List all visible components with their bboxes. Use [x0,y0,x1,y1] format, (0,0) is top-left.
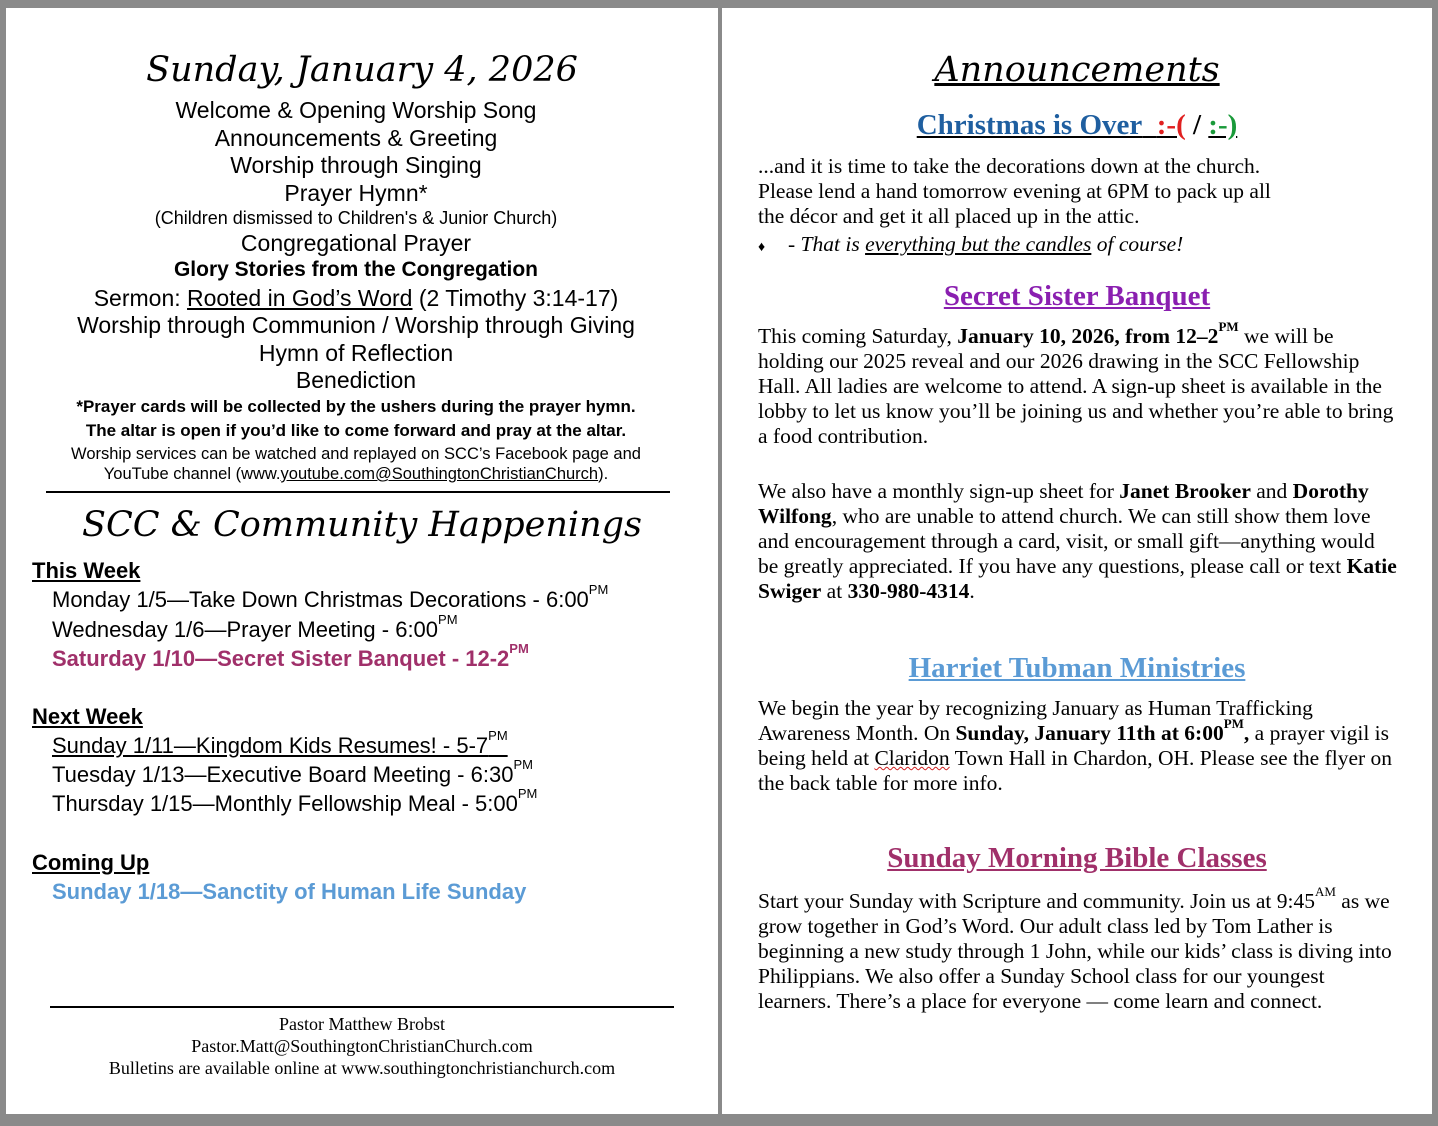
christmas-heading [722,109,1432,142]
christmas-line: ...and it is time to take the decorations down at the church. [758,154,1261,178]
order-item: Welcome & Opening Worship Song [175,97,537,123]
order-item: Hymn of Reflection [258,340,454,366]
order-item: Announcements & Greeting [214,125,498,151]
event-item-highlight: Saturday 1/10—Secret Sister Banquet - $12-2^{PM}$ [52,641,529,671]
christmas-heading-text: Christmas is Over [916,109,1143,141]
order-item: Congregational Prayer [240,230,472,256]
banquet-paragraph-1: This coming Saturday, January 10, 2026, from $12-2^{PM}$ we will be holding our 2025 reveal and our 2026 drawing in the SCC Fellowship Hall. All ladies are welcome to attend. A sign-up sheet is available in the lobby to let us know you’ll be joining us and whether you’re able to bring a food contribution. [758,319,1394,448]
event-item: Thursday 1/15—Monthly Fellowship Meal - $5:00^{PM}$ [52,786,538,816]
event-item-highlight: Sunday 1/18—Sanctity of Human Life Sunday [52,879,527,904]
footer-divider [50,1006,674,1008]
announcements-title: Announcements [934,50,1220,90]
prayer-card-note: *Prayer cards will be collected by the ushers during the prayer hymn. [76,397,636,416]
coming-up-heading: Coming Up [32,850,150,875]
happenings-title: SCC & Community Happenings [82,505,642,545]
sad-emoticon: :-( [1156,109,1186,141]
slash: / [1185,109,1209,141]
order-item: Worship through Singing [230,152,482,178]
left-page [6,8,718,1114]
christmas-bullet: ♦ - That is everything but the candles of course! [758,232,1184,256]
bulletins-note: Bulletins are available online at www.southingtonchristianchurch.com [108,1058,616,1078]
sermon-reference: (2 Timothy 3:14-17) [412,285,619,311]
this-week-heading: This Week [32,558,141,583]
pastor-name: Pastor Matthew Brobst [279,1014,445,1034]
stream-note-2 [6,465,706,484]
order-note: (Children dismissed to Children's & Junior Church) [154,208,558,228]
stream-prefix: YouTube channel (www. [103,465,281,483]
event-item: Tuesday 1/13—Executive Board Meeting - $6:30^{PM}$ [52,757,533,787]
stream-suffix: ). [598,465,609,483]
sermon-line [6,285,706,312]
harriet-paragraph: We begin the year by recognizing January as Human Trafficking Awareness Month. On Sunday, January 11th at $6:00^{PM}$, a prayer vigil is being held at Claridon Town Hall in Chardon, OH. Please see the flyer on the back table for more info. [758,696,1393,795]
youtube-link[interactable]: youtube.com@SouthingtonChristianChurch [280,465,599,483]
diamond-bullet-icon: ♦ [758,240,766,255]
event-item: Wednesday 1/6—Prayer Meeting - $6:00^{PM}$ [52,612,458,642]
stream-note: Worship services can be watched and replayed on SCC’s Facebook page and [71,445,641,463]
divider [46,491,670,493]
right-page [722,8,1432,1114]
order-item: Worship through Communion / Worship through Giving [77,312,635,338]
event-item: Sunday 1/11—Kingdom Kids Resumes! - $5-7^{PM}$ [52,728,508,758]
event-item: Monday 1/5—Take Down Christmas Decorations - $6:00^{PM}$ [52,582,609,612]
banquet-paragraph-2: We also have a monthly sign-up sheet for Janet Brooker and Dorothy Wilfong, who are unable to attend church. We can still show them love and encouragement through a card, visit, or small gift—anything would be greatly appreciated. If you have any questions, please call or text Katie Swiger at 330-980-4314. [758,479,1397,603]
altar-note: The altar is open if you’d like to come forward and pray at the altar. [85,421,627,440]
banquet-heading: Secret Sister Banquet [943,280,1211,312]
order-item-bold: Glory Stories from the Congregation [173,258,539,281]
bible-classes-heading: Sunday Morning Bible Classes [887,842,1267,874]
order-item: Benediction [295,367,417,393]
pastor-email[interactable]: Pastor.Matt@SouthingtonChristianChurch.com [191,1036,533,1056]
harriet-heading: Harriet Tubman Ministries [908,652,1246,684]
order-item: Prayer Hymn* [284,180,428,206]
date-title: Sunday, January 4, 2026 [146,50,578,90]
next-week-heading: Next Week [32,704,143,729]
christmas-line: the décor and get it all placed up in the attic. [758,204,1140,228]
sermon-title: Rooted in God’s Word [187,285,413,311]
sermon-prefix: Sermon: [93,285,188,311]
christmas-line: Please lend a hand tomorrow evening at 6PM to pack up all [758,179,1271,203]
bible-classes-paragraph: Start your Sunday with Scripture and community. Join us at $9:45^{AM}$ as we grow together in God’s Word. Our adult class led by Tom Lather is beginning a new study through 1 John, while our kids’ class is diving into Philippians. We also offer a Sunday School class for our youngest learners. There’s a place for everyone — come learn and connect. [758,884,1392,1013]
happy-emoticon: :-) [1208,109,1238,141]
